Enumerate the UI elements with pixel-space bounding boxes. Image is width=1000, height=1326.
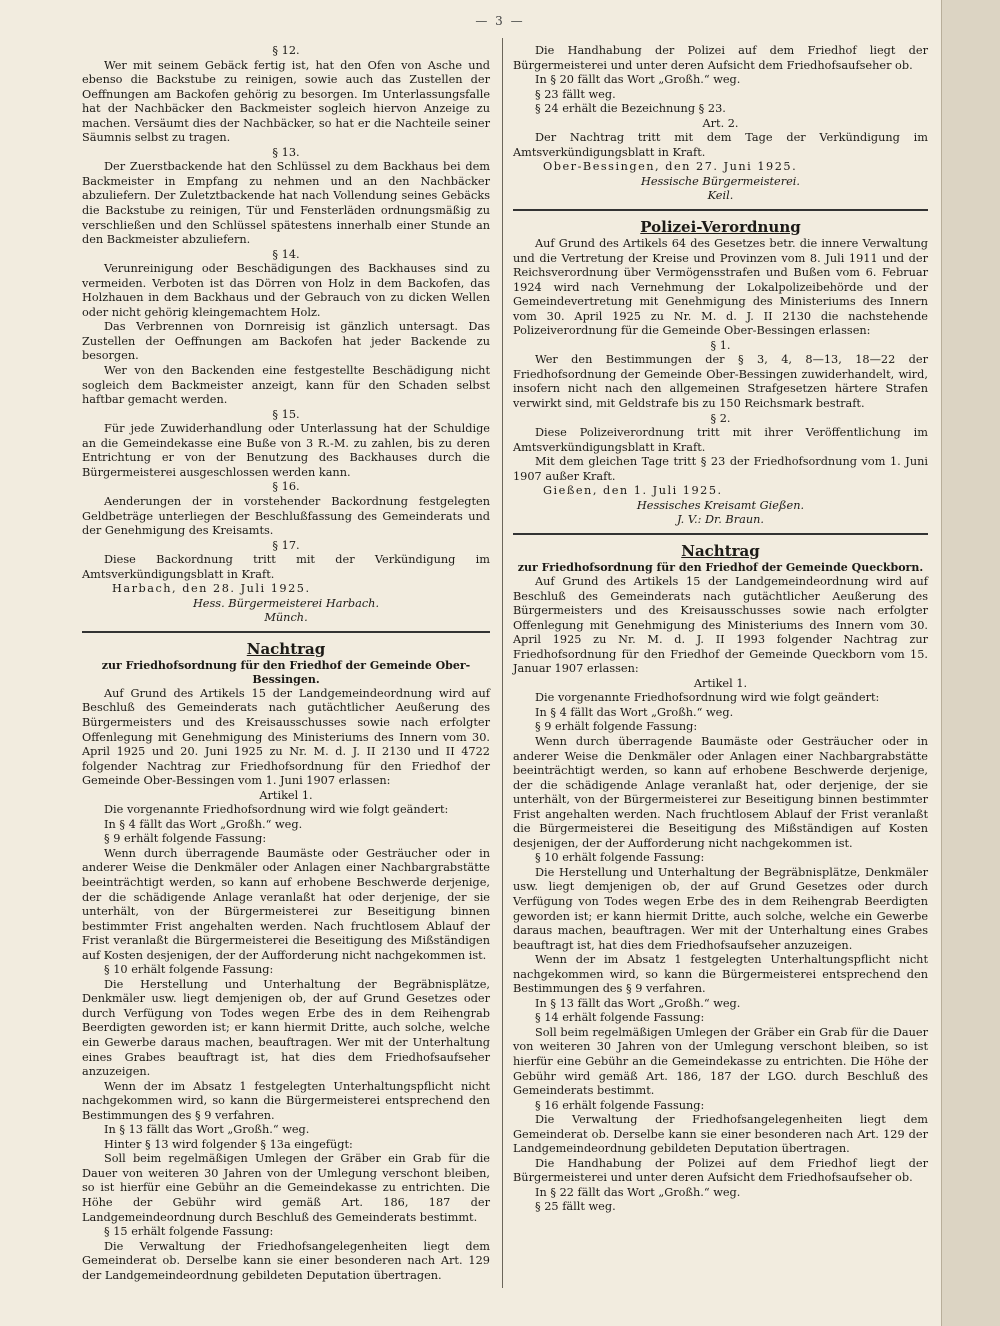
paragraph: Wer den Bestimmungen der § 3, 4, 8—13, 18—22 der Friedhofsordnung der Gemeinde Ober-Bessingen zuwiderhandelt, wird, insofern nicht nach den allgemeinen Strafgesetzen härtere Strafen verwirkt sind, mit Geldstrafe bis zu 150 Reichsmark bestraft. xyxy=(513,353,928,411)
section-rule xyxy=(82,631,490,633)
paragraph: In § 20 fällt das Wort „Großh.“ weg. xyxy=(535,73,741,87)
paragraph: Die Verwaltung der Friedhofsangelegenheiten liegt dem Gemeinderat ob. Derselbe kann sie einer besonderen nach Art. 129 der Landgemeindeordnung gebildeten Deputation übertragen. xyxy=(82,1239,490,1282)
article-subtitle: zur Friedhofsordnung für den Friedhof der Gemeinde Ober-Bessingen. xyxy=(101,658,471,686)
paragraph: § 15 erhält folgende Fassung: xyxy=(104,1225,274,1239)
paragraph: Auf Grund des Artikels 64 des Gesetzes betr. die innere Verwaltung und die Vertretung der Kreise und Provinzen vom 8. Juli 1911 und der Reichsverordnung über Vermögensstrafen und Bußen vom 6. Februar 1924 wird nach Vernehmung der Lokalpolizeibehörde und der Gemeindevertretung mit Genehmigung des Ministeriums des Innern vom 30. April 1925 zu Nr. M. d. J. II 2130 die nachstehende Polizeiverordnung für die Gemeinde Ober-Bessingen erlassen: xyxy=(513,237,928,338)
paragraph: § 9 erhält folgende Fassung: xyxy=(104,832,267,846)
paragraph: Der Nachtrag tritt mit dem Tage der Verkündigung im Amtsverkündigungsblatt in Kraft. xyxy=(513,131,928,159)
article-title: Nachtrag xyxy=(681,541,760,560)
section-heading: Artikel 1. xyxy=(259,788,313,802)
paragraph: Das Verbrennen von Dornreisig ist gänzlich untersagt. Das Zustellen der Oeffnungen am Backofen hat jeder Backende zu besorgen. xyxy=(82,320,490,363)
paragraph: Hinter § 13 wird folgender § 13a eingefügt: xyxy=(104,1137,353,1151)
paragraph: § 24 erhält die Bezeichnung § 23. xyxy=(535,102,726,116)
left-column xyxy=(82,44,490,1283)
paragraph: In § 13 fällt das Wort „Großh.“ weg. xyxy=(535,996,741,1010)
paragraph: Für jede Zuwiderhandlung oder Unterlassung hat der Schuldige an die Gemeindekasse eine Buße von 3 R.-M. zu zahlen, bis zu deren Entrichtung er von der Benutzung des Backhauses durch die Bürgermeisterei ausgeschlossen werden kann. xyxy=(82,422,490,479)
section-heading: Art. 2. xyxy=(702,116,739,130)
paragraph: Diese Polizeiverordnung tritt mit ihrer Veröffentlichung im Amtsverkündigungsblatt in Kraft. xyxy=(513,426,928,454)
section-heading: § 12. xyxy=(272,44,300,57)
paragraph: Wenn der im Absatz 1 festgelegten Unterhaltungspflicht nicht nachgekommen wird, so kann die Bürgermeisterei entsprechend den Bestimmungen des § 9 verfahren. xyxy=(513,953,928,996)
paragraph: Wenn durch überragende Baumäste oder Gesträucher oder in anderer Weise die Denkmäler oder Anlagen einer Nachbargrabstätte beeinträchtigt werden, so kann auf erhobene Beschwerde derjenige, der die schädigende Anlage veranlaßt hat oder derjenige, der sie unterhält, von der Bürgermeisterei zur Beseitigung binnen bestimmter Frist angehalten werden. Nach fruchtlosem Ablauf der Frist veranlaßt die Bürgermeisterei die Beseitigung des Mißständigen auf Kosten desjenigen, der der Aufforderung nicht nachgekommen ist. xyxy=(82,846,490,962)
signature-line: Keil. xyxy=(707,189,734,203)
column-divider xyxy=(502,38,503,1288)
paragraph: § 9 erhält folgende Fassung: xyxy=(535,720,698,734)
adjacent-page-edge xyxy=(942,0,1000,1326)
section-heading: § 1. xyxy=(710,338,731,352)
paragraph: § 14 erhält folgende Fassung: xyxy=(535,1011,705,1025)
paragraph: Die vorgenannte Friedhofsordnung wird wie folgt geändert: xyxy=(104,803,449,817)
section-rule xyxy=(513,209,928,211)
paragraph: Verunreinigung oder Beschädigungen des Backhauses sind zu vermeiden. Verboten ist das Dörren von Holz in dem Backofen, das Holzhauen in dem Backhaus und der Gebrauch von zu dicken Wellen oder nicht gehörig kleingemachtem Holz. xyxy=(82,262,490,319)
signature-line: Hess. Bürgermeisterei Harbach. xyxy=(192,596,380,610)
paragraph: Soll beim regelmäßigen Umlegen der Gräber ein Grab für die Dauer von weiteren 30 Jahren von der Umlegung verschont bleiben, so ist hierfür eine Gebühr an die Gemeindekasse zu entrichten. Die Höhe der Gebühr wird gemäß Art. 186, 187 der LGO. durch Beschluß des Gemeinderats bestimmt. xyxy=(513,1025,928,1098)
section-heading: Artikel 1. xyxy=(693,676,748,690)
right-column xyxy=(513,44,928,1215)
signature-line: J. V.: Dr. Braun. xyxy=(677,513,764,527)
paragraph: Soll beim regelmäßigen Umlegen der Gräber ein Grab für die Dauer von weiteren 30 Jahren von der Umlegung verschont bleiben, so ist hierfür eine Gebühr an die Gemeindekasse zu entrichten. Die Höhe der Gebühr wird gemäß Art. 186, 187 der Landgemeindeordnung durch Beschluß des Gemeinderats bestimmt. xyxy=(82,1152,490,1224)
section-heading: § 2. xyxy=(710,411,731,425)
paragraph: Wenn der im Absatz 1 festgelegten Unterhaltungspflicht nicht nachgekommen wird, so kann die Bürgermeisterei entsprechend den Bestimmungen des § 9 verfahren. xyxy=(82,1079,490,1122)
paragraph: In § 4 fällt das Wort „Großh.“ weg. xyxy=(104,817,303,831)
paragraph: Wer von den Backenden eine festgestellte Beschädigung nicht sogleich dem Backmeister anzeigt, kann für den Schaden selbst haftbar gemacht werden. xyxy=(82,364,490,407)
article-subtitle: zur Friedhofsordnung für den Friedhof der Gemeinde Queckborn. xyxy=(517,560,924,574)
paragraph: In § 22 fällt das Wort „Großh.“ weg. xyxy=(535,1185,741,1199)
paragraph: Die Verwaltung der Friedhofsangelegenheiten liegt dem Gemeinderat ob. Derselbe kann sie einer besonderen nach Art. 129 der Landgemeindeordnung gebildeten Deputation übertragen. xyxy=(513,1113,928,1156)
article-title: Polizei-Verordnung xyxy=(640,218,801,237)
section-heading: § 16. xyxy=(272,480,300,494)
paragraph: Die Handhabung der Polizei auf dem Friedhof liegt der Bürgermeisterei und unter deren Aufsicht dem Friedhofsaufseher ob. xyxy=(513,44,928,72)
section-rule xyxy=(513,533,928,535)
paragraph: Auf Grund des Artikels 15 der Landgemeindeordnung wird auf Beschluß des Gemeinderats nach gutächtlicher Aeußerung des Bürgermeisters und des Kreisausschusses sowie nach erfolgter Offenlegung mit Genehmigung des Ministeriums des Innern vom 30. April 1925 und 20. Juni 1925 zu Nr. M. d. J. II 2130 und II 4722 folgender Nachtrag zur Friedhofsordnung für den Friedhof der Gemeinde Ober-Bessingen vom 1. Juni 1907 erlassen: xyxy=(82,686,490,788)
paragraph: Wer mit seinem Gebäck fertig ist, hat den Ofen von Asche und ebenso die Backstube zu reinigen, sowie auch das Zustellen der Oeffnungen am Backofen gehörig zu besorgen. Im Unterlassungsfalle hat der Nachbäcker den Backmeister sogleich hiervon Anzeige zu machen. Versäumt dies der Nachbäcker, so hat er die Nachteile seiner Säumnis selbst zu tragen. xyxy=(82,58,490,145)
signature-line: Münch. xyxy=(264,611,308,625)
paragraph: § 16 erhält folgende Fassung: xyxy=(535,1098,705,1112)
paragraph: Mit dem gleichen Tage tritt § 23 der Friedhofsordnung vom 1. Juni 1907 außer Kraft. xyxy=(513,455,928,483)
paragraph: § 10 erhält folgende Fassung: xyxy=(104,963,274,977)
paragraph: Die Handhabung der Polizei auf dem Friedhof liegt der Bürgermeisterei und unter deren Aufsicht dem Friedhofsaufseher ob. xyxy=(513,1156,928,1185)
paragraph: In § 4 fällt das Wort „Großh.“ weg. xyxy=(535,705,734,719)
dateline: Harbach, den 28. Juli 1925. xyxy=(112,582,311,596)
paragraph: § 23 fällt weg. xyxy=(535,87,616,101)
section-heading: § 15. xyxy=(272,407,300,421)
signature-line: Hessisches Kreisamt Gießen. xyxy=(636,498,805,512)
section-heading: § 17. xyxy=(272,538,300,552)
dateline: Gießen, den 1. Juli 1925. xyxy=(543,484,723,498)
paragraph: Die Herstellung und Unterhaltung der Begräbnisplätze, Denkmäler usw. liegt demjenigen ob, der auf Grund Gesetzes oder durch Verfügung von Todes wegen Erbe des in dem Reihengrab Beerdigten geworden ist; er kann hiermit Dritte, auch solche, welche ein Gewerbe daraus machen, beauftragen. Wer mit der Unterhaltung eines Grabes beauftragt ist, hat dies dem Friedhofsaufseher anzuzeigen. xyxy=(513,865,928,952)
paragraph: Die vorgenannte Friedhofsordnung wird wie folgt geändert: xyxy=(535,691,880,705)
paragraph: § 10 erhält folgende Fassung: xyxy=(535,851,705,865)
paragraph: § 25 fällt weg. xyxy=(535,1200,616,1214)
paragraph: In § 13 fällt das Wort „Großh.“ weg. xyxy=(104,1123,310,1137)
section-heading: § 14. xyxy=(272,247,300,261)
paragraph: Der Zuerstbackende hat den Schlüssel zu dem Backhaus bei dem Backmeister in Empfang zu nehmen und an den Nachbäcker abzuliefern. Der Zuletztbackende hat nach Vollendung seines Gebäcks die Backstube zu reinigen, Tür und Fensterläden ordnungsmäßig zu verschließen und den Schlüssel spätestens innerhalb einer Stunde an den Backmeister abzuliefern. xyxy=(82,160,490,247)
paragraph: Aenderungen der in vorstehender Backordnung festgelegten Geldbeträge unterliegen der Beschlußfassung des Gemeinderats und der Genehmigung des Kreisamts. xyxy=(82,494,490,538)
section-heading: § 13. xyxy=(272,145,300,159)
dateline: Ober-Bessingen, den 27. Juni 1925. xyxy=(543,160,798,174)
paragraph: Auf Grund des Artikels 15 der Landgemeindeordnung wird auf Beschluß des Gemeinderats nach gutächtlicher Aeußerung des Bürgermeisters und des Kreisausschusses sowie nach erfolgter Offenlegung mit Genehmigung des Ministeriums des Innern vom 30. April 1925 zu Nr. M. d. J. II 1993 folgender Nachtrag zur Friedhofsordnung für den Friedhof der Gemeinde Queckborn vom 15. Januar 1907 erlassen: xyxy=(513,574,928,676)
page-number: — 3 — xyxy=(475,14,525,28)
signature-line: Hessische Bürgermeisterei. xyxy=(640,174,801,188)
paragraph: Wenn durch überragende Baumäste oder Gesträucher oder in anderer Weise die Denkmäler oder Anlagen einer Nachbargrabstätte beeinträchtigt werden, so kann auf erhobene Beschwerde derjenige, der die schädigende Anlage veranlaßt hat, oder derjenige, der sie unterhält, von der Bürgermeisterei zur Beseitigung binnen bestimmter Frist angehalten werden. Nach fruchtlosem Ablauf der Frist veranlaßt die Bürgermeisterei die Beseitigung des Mißständigen auf Kosten desjenigen, der der Aufforderung nicht nachgekommen ist. xyxy=(513,734,928,850)
paragraph: Die Herstellung und Unterhaltung der Begräbnisplätze, Denkmäler usw. liegt demjenigen ob, der auf Grund Gesetzes oder durch Verfügung von Todes wegen Erbe des in dem Reihengrab Beerdigten geworden ist; er kann hiermit Dritte, auch solche, welche ein Gewerbe daraus machen, beauftragen. Wer mit der Unterhaltung eines Grabes beauftragt ist, hat dies dem Friedhofsaufseher anzuzeigen. xyxy=(82,977,490,1079)
paragraph: Diese Backordnung tritt mit der Verkündigung im Amtsverkündigungsblatt in Kraft. xyxy=(82,553,490,581)
article-title: Nachtrag xyxy=(246,639,326,658)
